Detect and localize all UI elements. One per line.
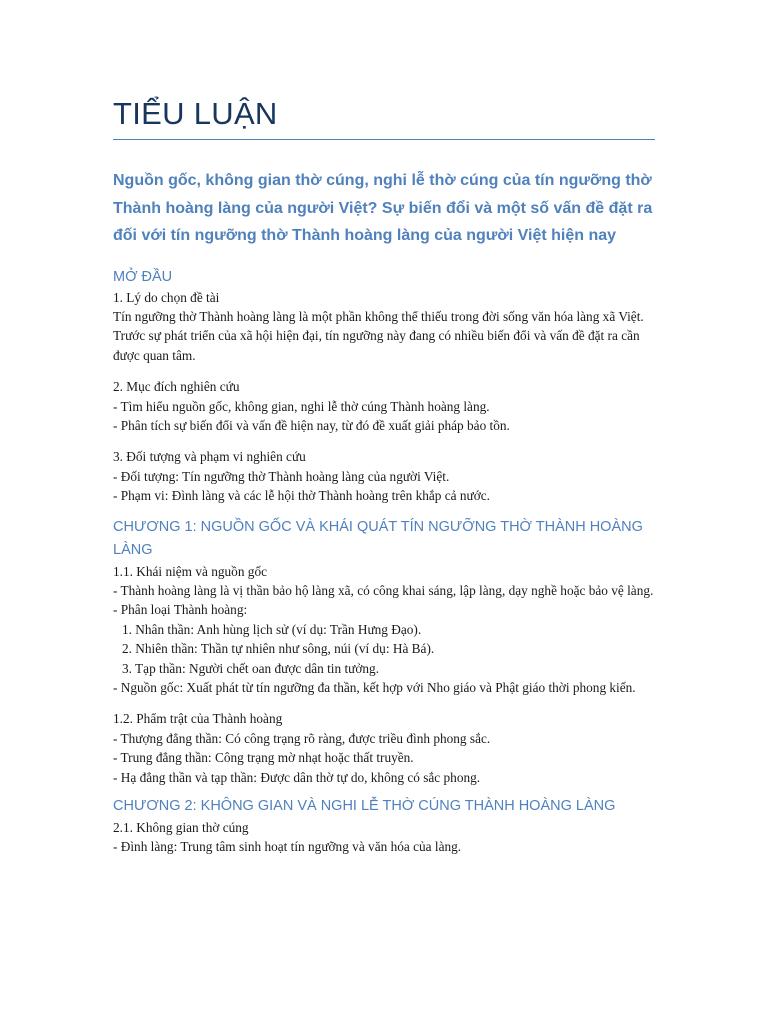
chapter-1-section-1-bullet: - Phân loại Thành hoàng: [113,602,248,618]
chapter-1-section-2-bullet: - Trung đẳng thần: Công trạng mờ nhạt hoặc thất truyền. [113,750,414,766]
chapter-1-section-1-title: 1.1. Khái niệm và nguồn gốc [113,563,267,579]
spacer [113,365,658,377]
intro-section-2-bullet: - Phân tích sự biến đổi và vấn đề hiện nay, từ đó đề xuất giải pháp bảo tồn. [113,417,510,433]
intro-section-2-title: 2. Mục đích nghiên cứu [113,379,240,395]
intro-section-2-bullet: - Tìm hiểu nguồn gốc, không gian, nghi lễ thờ cúng Thành hoàng làng. [113,398,490,414]
spacer [113,697,658,709]
intro-section-3-bullet: - Phạm vi: Đình làng và các lễ hội thờ Thành hoàng trên khắp cả nước. [113,488,490,504]
chapter-1-section-2-bullet: - Hạ đẳng thần và tạp thần: Được dân thờ tự do, không có sắc phong. [113,769,481,785]
heading-chapter-2: CHƯƠNG 2: KHÔNG GIAN VÀ NGHI LỄ THỜ CÚNG THÀNH HOÀNG LÀNG [113,798,616,815]
intro-section-3-title: 3. Đối tượng và phạm vi nghiên cứu [113,449,306,465]
chapter-1-numbered-item: 1. Nhân thần: Anh hùng lịch sử (ví dụ: Trần Hưng Đạo). [122,621,422,637]
chapter-1-numbered-item: 2. Nhiên thần: Thần tự nhiên như sông, núi (ví dụ: Hà Bá). [122,641,435,657]
document-title: TIỂU LUẬN [113,96,278,131]
chapter-1-section-1-bullet: - Nguồn gốc: Xuất phát từ tín ngưỡng đa thần, kết hợp với Nho giáo và Phật giáo thời phong kiến. [113,680,636,695]
chapter-1-section-1-bullet: - Thành hoàng làng là vị thần bảo hộ làng xã, có công khai sáng, lập làng, dạy nghề hoặc bảo vệ làng. [113,582,654,598]
heading-intro: MỞ ĐẦU [113,268,173,285]
intro-section-1-title: 1. Lý do chọn đề tài [113,289,220,305]
chapter-2-section-1-bullet: - Đình làng: Trung tâm sinh hoạt tín ngưỡng và văn hóa của làng. [113,839,462,855]
intro-section-3-bullet: - Đối tượng: Tín ngưỡng thờ Thành hoàng làng của người Việt. [113,468,450,484]
chapter-1-numbered-item: 3. Tạp thần: Người chết oan được dân tin tưởng. [122,660,380,676]
chapter-2-section-1-title: 2.1. Không gian thờ cúng [113,820,249,836]
spacer [113,506,658,516]
spacer [113,787,658,795]
document-body [113,167,658,857]
chapter-1-section-2-title: 1.2. Phẩm trật của Thành hoàng [113,711,283,727]
intro-section-1-text: Tín ngưỡng thờ Thành hoàng làng là một phần không thể thiếu trong đời sống văn hóa làng xã Việt. Trước sự phát triển của xã hội hiện đại, tín ngưỡng này đang có nhiều biến đổi và vấn đề đặt ra cần được quan tâm. [113,308,644,363]
chapter-1-section-2-bullet: - Thượng đẳng thần: Có công trạng rõ ràng, được triều đình phong sắc. [113,730,491,746]
spacer [113,435,658,447]
document-subtitle: Nguồn gốc, không gian thờ cúng, nghi lễ thờ cúng của tín ngưỡng thờ Thành hoàng làng của người Việt? Sự biến đổi và một số vấn đề đặt ra đối với tín ngưỡng thờ Thành hoàng làng của người Việt hiện nay [113,172,653,244]
heading-chapter-1: CHƯƠNG 1: NGUỒN GỐC VÀ KHÁI QUÁT TÍN NGƯỠNG THỜ THÀNH HOÀNG LÀNG [113,518,643,558]
title-underline [113,139,655,140]
